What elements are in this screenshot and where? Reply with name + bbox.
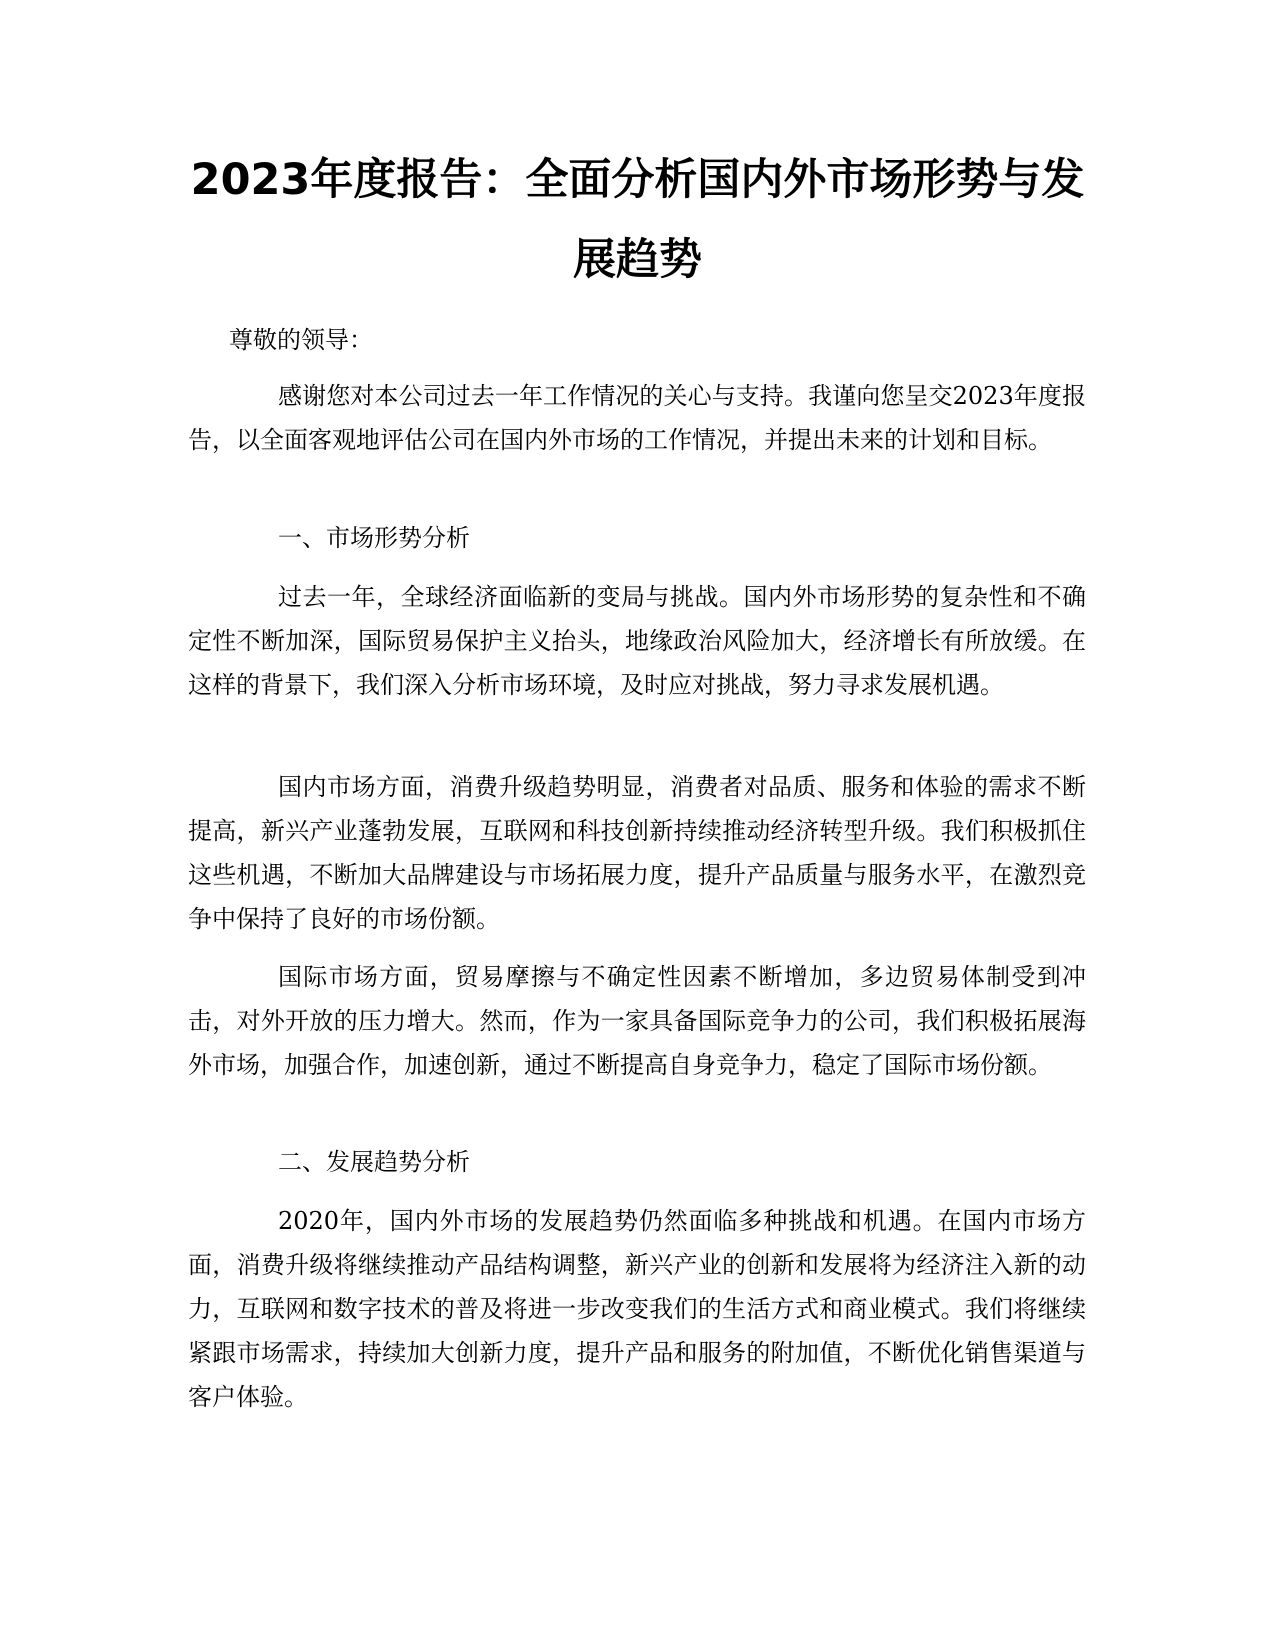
- intro-paragraph: 感谢您对本公司过去一年工作情况的关心与支持。我谨向您呈交2023年度报告，以全面客观地评估公司在国内外市场的工作情况，并提出未来的计划和目标。: [188, 382, 1086, 454]
- domestic-market-paragraph: 国内市场方面，消费升级趋势明显，消费者对品质、服务和体验的需求不断提高，新兴产业蓬勃发展，互联网和科技创新持续推动经济转型升级。我们积极抓住这些机遇，不断加大品牌建设与市场拓展力度，提升产品质量与服务水平，在激烈竞争中保持了良好的市场份额。: [188, 773, 1086, 933]
- section-heading-trends: 二、发展趋势分析: [278, 1148, 470, 1176]
- document-title: 2023年度报告：全面分析国内外市场形势与发展趋势: [190, 155, 1085, 285]
- section-heading-market: 一、市场形势分析: [278, 524, 470, 552]
- development-trend-paragraph: 2020年，国内外市场的发展趋势仍然面临多种挑战和机遇。在国内市场方面，消费升级将继续推动产品结构调整，新兴产业的创新和发展将为经济注入新的动力，互联网和数字技术的普及将进一步改变我们的生活方式和商业模式。我们将继续紧跟市场需求，持续加大创新力度，提升产品和服务的附加值，不断优化销售渠道与客户体验。: [188, 1207, 1086, 1411]
- market-situation-paragraph: 过去一年，全球经济面临新的变局与挑战。国内外市场形势的复杂性和不确定性不断加深，国际贸易保护主义抬头，地缘政治风险加大，经济增长有所放缓。在这样的背景下，我们深入分析市场环境，及时应对挑战，努力寻求发展机遇。: [188, 583, 1086, 699]
- greeting: 尊敬的领导：: [229, 326, 373, 354]
- international-market-paragraph: 国际市场方面，贸易摩擦与不确定性因素不断增加，多边贸易体制受到冲击，对外开放的压力增大。然而，作为一家具备国际竞争力的公司，我们积极拓展海外市场，加强合作，加速创新，通过不断提高自身竞争力，稳定了国际市场份额。: [188, 963, 1086, 1079]
